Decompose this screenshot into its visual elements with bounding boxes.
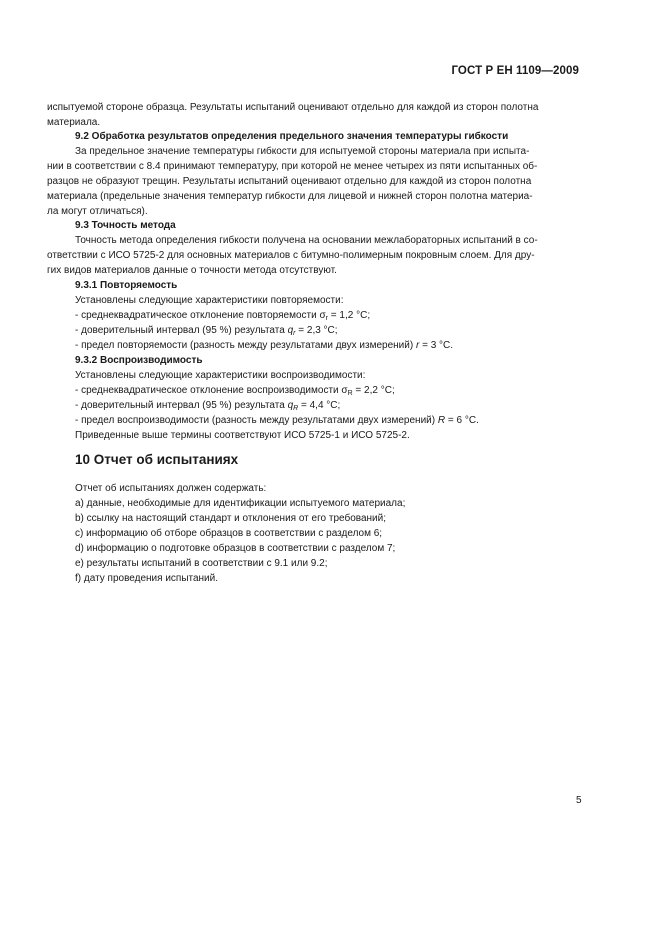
paragraph-line: испытуемой стороне образца. Результаты испытаний оценивают отдельно для каждой из сторон полотна — [47, 102, 539, 113]
repeatability-limit: - предел повторяемости (разность между результатами двух измерений) r = 3 °C. — [75, 340, 454, 351]
paragraph-line: материала (предельные значения температур гибкости для лицевой и нижней сторон полотна материа- — [47, 191, 533, 202]
list-item-f: f) дату проведения испытаний. — [75, 573, 219, 584]
list-item-c: c) информацию об отборе образцов в соответствии с разделом 6; — [75, 528, 383, 539]
paragraph-line: ла могут отличаться). — [47, 206, 148, 217]
paragraph-line: Точность метода определения гибкости получена на основании межлабораторных испытаний в со- — [75, 235, 538, 246]
paragraph-line: Отчет об испытаниях должен содержать: — [75, 483, 267, 494]
paragraph-line: нии в соответствии с 8.4 принимают температуру, при которой не менее четырех из пяти испытанных об- — [47, 161, 538, 172]
paragraph-line: материала. — [47, 117, 101, 128]
section-heading-9-3-2: 9.3.2 Воспроизводимость — [75, 355, 203, 366]
section-heading-10: 10 Отчет об испытаниях — [75, 452, 239, 467]
list-item-a: a) данные, необходимые для идентификации испытуемого материала; — [75, 498, 406, 509]
page-number: 5 — [576, 795, 582, 806]
paragraph-line: разцов не образуют трещин. Результаты испытаний оценивают отдельно для каждой из сторон полотна — [47, 176, 532, 187]
reproducibility-std-dev: - среднеквадратическое отклонение воспроизводимости $\sigma_R = 2,2$ °C; — [75, 385, 395, 397]
reproducibility-limit: - предел воспроизводимости (разность между результатами двух измерений) R = 6 °C. — [75, 415, 479, 426]
paragraph-line: Установлены следующие характеристики воспроизводимости: — [75, 370, 366, 381]
paragraph-line: гих видов материалов данные о точности метода отсутствуют. — [47, 265, 337, 276]
section-heading-9-2: 9.2 Обработка результатов определения предельного значения температуры гибкости — [75, 131, 509, 142]
paragraph-line: За предельное значение температуры гибкости для испытуемой стороны материала при испыта- — [75, 146, 530, 157]
reproducibility-confidence: - доверительный интервал (95 %) результата $q_R = 4,4$ °C; — [75, 400, 341, 412]
list-item-e: e) результаты испытаний в соответствии с 9.1 или 9.2; — [75, 558, 328, 569]
repeatability-confidence: - доверительный интервал (95 %) результата $q_r = 2,3$ °C; — [75, 325, 338, 337]
paragraph-line: ответствии с ИСО 5725-2 для основных материалов с битумно-полимерным покровным слоем. Для дру- — [47, 250, 535, 261]
repeatability-std-dev: - среднеквадратическое отклонение повторяемости $\sigma_r = 1,2$ °C; — [75, 310, 371, 322]
section-heading-9-3-1: 9.3.1 Повторяемость — [75, 280, 178, 291]
list-item-b: b) ссылку на настоящий стандарт и отклонения от его требований; — [75, 513, 386, 524]
standard-header: ГОСТ Р ЕН 1109—2009 — [451, 65, 579, 77]
section-heading-9-3: 9.3 Точность метода — [75, 220, 176, 231]
list-item-d: d) информацию о подготовке образцов в соответствии с разделом 7; — [75, 543, 396, 554]
paragraph-line: Установлены следующие характеристики повторяемости: — [75, 295, 344, 306]
paragraph-line: Приведенные выше термины соответствуют ИСО 5725-1 и ИСО 5725-2. — [75, 430, 410, 441]
